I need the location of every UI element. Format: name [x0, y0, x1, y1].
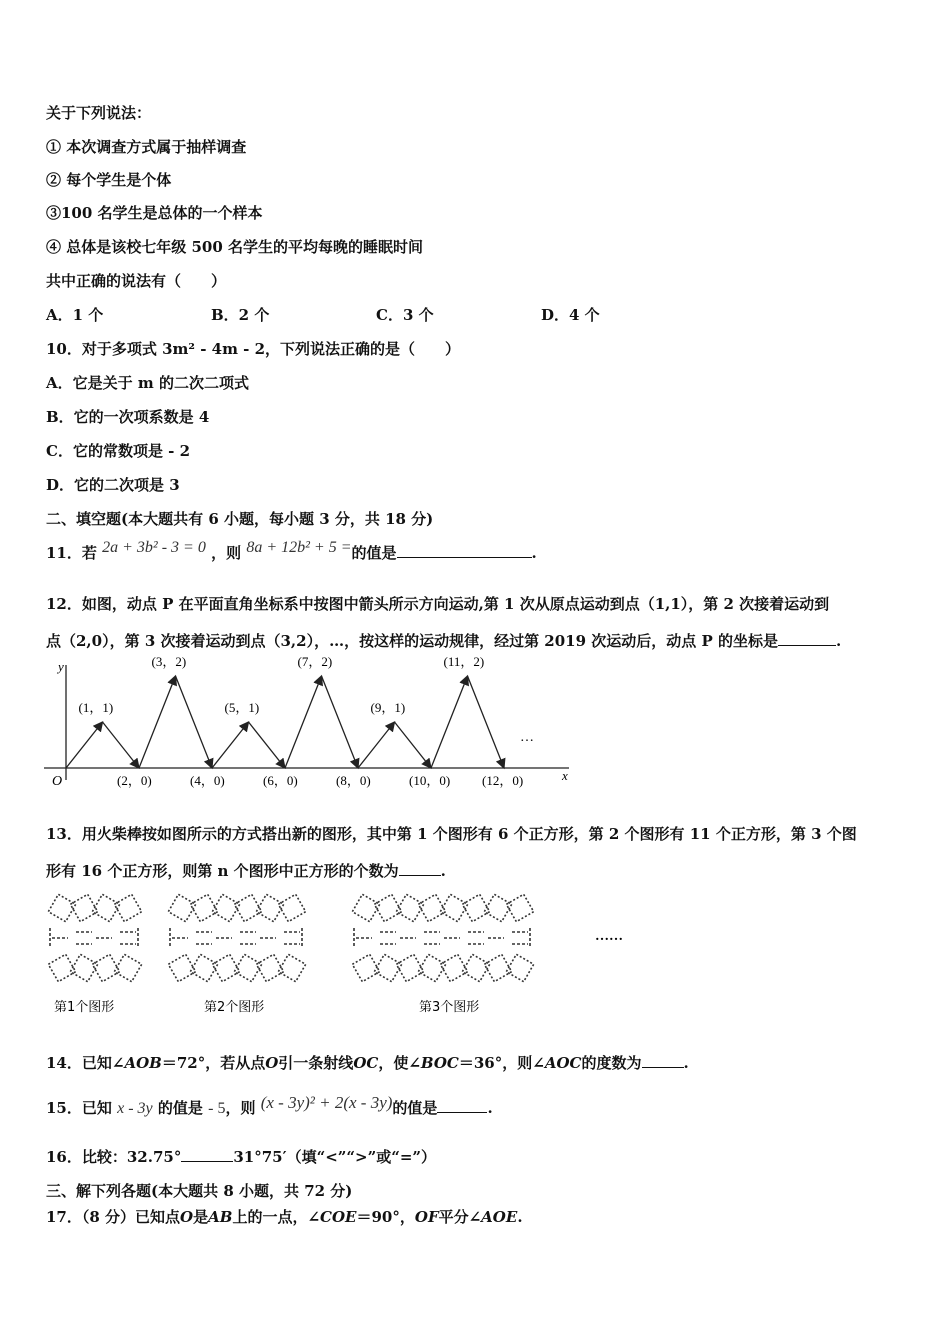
motion-segment — [249, 722, 286, 768]
q16-prefix: 16．比较：32.75° — [46, 1148, 182, 1166]
q15-mid: 的值是 — [157, 1099, 203, 1117]
q17-text-3: 上的一点，∠ — [232, 1208, 321, 1226]
q10-option-b: B．它的一次项系数是 4 — [46, 408, 210, 426]
figure-1-caption: 第1个图形 — [54, 1000, 115, 1015]
section-3-heading: 三、解下列各题(本大题共 8 小题，共 72 分) — [46, 1182, 353, 1200]
q14-angle-aoc: AOC — [544, 1054, 582, 1072]
q13-line-1: 13．用火柴棒按如图所示的方式搭出新的图形，其中第 1 个图形有 6 个正方形，第 2 个图形有 11 个正方形，第 3 个图 — [46, 825, 857, 843]
q13-answer-blank[interactable] — [399, 861, 441, 876]
tick-label: (10，0) — [409, 773, 451, 788]
matchstick-square — [396, 954, 423, 981]
figure-ellipsis: … — [520, 730, 534, 745]
q10-stem: 10．对于多项式 3m² - 4m - 2，下列说法正确的是（ ） — [46, 340, 461, 358]
q12-line-1: 12．如图，动点 P 在平面直角坐标系中按图中箭头所示方向运动,第 1 次从原点运动到点（1,1），第 2 次接着运动到 — [46, 595, 830, 613]
q15-prefix: 15．已知 — [46, 1099, 112, 1117]
matchstick-square — [484, 954, 511, 981]
q17-ray-of: OF — [414, 1208, 439, 1226]
matchstick-square — [462, 894, 489, 921]
q15-mid-2: ，则 — [225, 1099, 256, 1117]
figure-1-squares — [48, 894, 141, 981]
matchstick-square — [418, 894, 445, 921]
q14-text-2: ＝72°，若从点 — [161, 1054, 266, 1072]
q13-line-2-text: 形有 16 个正方形，则第 n 个图形中正方形的个数为 — [46, 862, 399, 880]
q14-answer-blank[interactable] — [642, 1053, 684, 1068]
peak-label: (11，2) — [443, 655, 485, 669]
matchstick-square — [278, 894, 305, 921]
matchstick-square — [374, 894, 401, 921]
q15-answer-blank[interactable] — [437, 1098, 487, 1113]
figure-2-caption: 第2个图形 — [204, 1000, 265, 1015]
q16-suffix: 31°75′（填“<”“>”或“=”） — [233, 1148, 437, 1166]
q9-option-d: D．4 个 — [541, 306, 600, 324]
q12-line-2-text: 点（2,0），第 3 次接着运动到点（3,2），…，按这样的运动规律，经过第 2019 次运动后，动点 P 的坐标是 — [46, 632, 778, 650]
tick-label: (4，0) — [190, 773, 225, 788]
q9-statement-4: ④ 总体是该校七年级 500 名学生的平均每晚的睡眠时间 — [46, 238, 423, 256]
peak-label: (9，1) — [370, 700, 406, 715]
tick-label: (8，0) — [336, 773, 371, 788]
q16-answer-blank[interactable] — [181, 1147, 233, 1162]
q17-line-ab: AB — [208, 1208, 233, 1226]
q14-text-3: 引一条射线 — [278, 1054, 354, 1072]
q13-line-2: 形有 16 个正方形，则第 n 个图形中正方形的个数为 . — [46, 862, 446, 880]
motion-segment — [66, 722, 103, 768]
q14-angle-aob: AOB — [124, 1054, 162, 1072]
q14-ray-oc: OC — [353, 1054, 379, 1072]
q17-text-5: 平分∠ — [438, 1208, 482, 1226]
origin-label: O — [52, 774, 63, 789]
q12-zigzag-figure — [44, 655, 584, 795]
motion-segment — [468, 676, 505, 768]
q14-text-6: 的度数为 — [581, 1054, 642, 1072]
matchstick-square — [48, 954, 75, 981]
q12-line-2: 点（2,0），第 3 次接着运动到点（3,2），…，按这样的运动规律，经过第 2019 次运动后，动点 P 的坐标是 . — [46, 632, 842, 650]
q10-option-d: D．它的二次项是 3 — [46, 476, 180, 494]
q9-option-c: C．3 个 — [376, 306, 434, 324]
matchstick-square — [234, 894, 261, 921]
q17-text-1: 17．（8 分）已知点 — [46, 1208, 181, 1226]
x-axis-label: x — [562, 768, 568, 783]
q9-statement-3: ③100 名学生是总体的一个样本 — [46, 204, 263, 222]
motion-segment — [176, 676, 213, 768]
tick-label: (12，0) — [482, 773, 524, 788]
q14-point-o: O — [265, 1054, 279, 1072]
q17-point-o: O — [180, 1208, 194, 1226]
q9-intro: 关于下列说法： — [46, 104, 152, 122]
peak-label: (7，2) — [297, 655, 333, 669]
matchstick-square — [352, 954, 379, 981]
q15-expr1: x - 3y — [117, 1100, 153, 1117]
q11-suffix: 的值是 — [351, 544, 397, 562]
q11-expr2: 8a + 12b² + 5 = — [246, 539, 352, 556]
figure-3-caption: 第3个图形 — [419, 1000, 480, 1015]
q13-matchstick-figure — [44, 888, 636, 1022]
matchstick-square — [114, 894, 141, 921]
motion-segment — [395, 722, 432, 768]
matchstick-square — [92, 954, 119, 981]
q17-text-6: . — [517, 1208, 523, 1226]
q10-option-c: C．它的常数项是 - 2 — [46, 442, 191, 460]
motion-segment — [322, 676, 359, 768]
q10-option-a: A．它是关于 m 的二次二项式 — [46, 374, 249, 392]
matchstick-square — [212, 954, 239, 981]
matchstick-square — [256, 954, 283, 981]
tick-labels — [117, 773, 523, 789]
motion-segment — [285, 676, 322, 768]
matchstick-square — [506, 894, 533, 921]
q9-option-a: A．1 个 — [46, 306, 104, 324]
q14-angle-boc: BOC — [420, 1054, 459, 1072]
matchstick-square — [440, 954, 467, 981]
q17-text-4: ＝90°， — [356, 1208, 415, 1226]
motion-segment — [139, 676, 176, 768]
q16 — [46, 1147, 436, 1167]
peak-label: (5，1) — [224, 700, 260, 715]
peak-label: (1，1) — [78, 700, 114, 715]
matchstick-square — [190, 894, 217, 921]
q9-statement-1: ① 本次调查方式属于抽样调查 — [46, 138, 247, 156]
peak-label: (3，2) — [151, 655, 187, 669]
motion-segment — [212, 722, 249, 768]
q9-option-b: B．2 个 — [211, 306, 270, 324]
q17 — [46, 1207, 523, 1227]
q17-angle-coe: COE — [320, 1208, 357, 1226]
motion-segment — [103, 722, 140, 768]
figure-ellipsis: …… — [595, 929, 623, 944]
q15: 15．已知 x - 3y 的值是 - 5，则 (x - 3y)² + 2(x - 3y)的值是 . — [46, 1093, 493, 1117]
q9-options — [46, 305, 706, 325]
y-axis-label: y — [58, 659, 64, 674]
q9-question: 共中正确的说法有（ ） — [46, 272, 227, 290]
q11-expr1: 2a + 3b² - 3 = 0 — [102, 539, 206, 556]
matchstick-square — [70, 894, 97, 921]
figure-3-squares — [352, 894, 533, 981]
q15-value: - 5 — [208, 1100, 226, 1117]
q15-suffix: 的值是 — [392, 1099, 438, 1117]
q12-answer-blank[interactable] — [778, 631, 836, 646]
tick-label: (2，0) — [117, 773, 152, 788]
peak-labels — [79, 655, 485, 716]
q11-mid: ，则 — [211, 544, 242, 562]
motion-segment — [358, 722, 395, 768]
q9-statement-2: ② 每个学生是个体 — [46, 171, 172, 189]
tick-label: (6，0) — [263, 773, 298, 788]
q17-angle-aoe: AOE — [481, 1208, 518, 1226]
q11: 11．若 2a + 3b² - 3 = 0 ，则 8a + 12b² + 5 =的值是 . — [46, 539, 537, 562]
q15-expr2: (x - 3y)² + 2(x - 3y) — [260, 1093, 393, 1112]
q14-text-1: 14．已知∠ — [46, 1054, 125, 1072]
q14-text-5: ＝36°，则∠ — [458, 1054, 545, 1072]
q14-text-4: ，使∠ — [378, 1054, 421, 1072]
section-2-heading: 二、填空题(本大题共有 6 小题，每小题 3 分，共 18 分) — [46, 510, 434, 528]
motion-segment — [431, 676, 468, 768]
q14: 14．已知∠AOB＝72°，若从点O引一条射线OC，使∠BOC＝36°，则∠AOC的度数为 . — [46, 1054, 689, 1072]
figure-2-squares — [168, 894, 305, 981]
q17-text-2: 是 — [193, 1208, 209, 1226]
zigzag-path — [66, 676, 504, 768]
q11-answer-blank[interactable] — [397, 543, 532, 558]
q11-prefix: 11．若 — [46, 544, 97, 562]
matchstick-square — [168, 954, 195, 981]
